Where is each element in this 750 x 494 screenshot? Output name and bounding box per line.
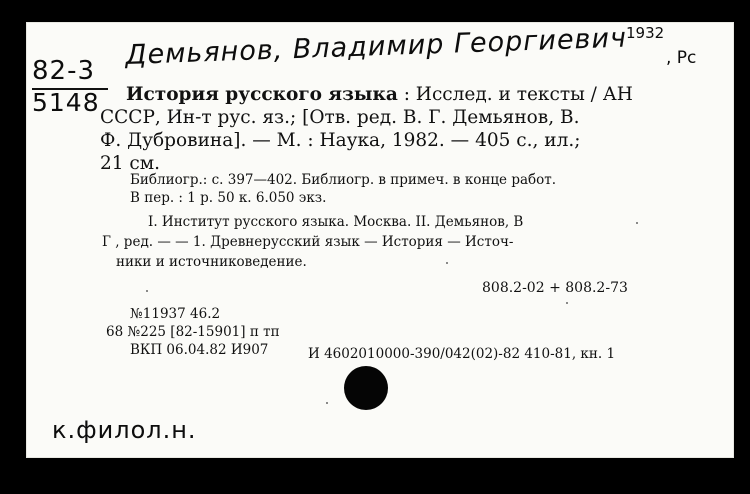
classification-codes: 808.2-02 + 808.2-73 — [482, 280, 628, 296]
publication-line-3: Ф. Дубровина]. — М. : Наука, 1982. — 405 с., ил.; — [100, 130, 581, 151]
vkp-line: ВКП 06.04.82 И907 — [130, 342, 269, 358]
scan-speck — [566, 302, 568, 304]
department-handwritten: к.филол.н. — [52, 416, 197, 444]
author-birth-year: 1932 — [626, 24, 665, 42]
tracing-line-3: ники и источниковедение. — [116, 254, 307, 270]
record-number: 68 №225 [82-15901] п тп — [106, 324, 280, 340]
publication-line-2: СССР, Ин-т рус. яз.; [Отв. ред. В. Г. Демьянов, В. — [100, 107, 580, 128]
title-line — [126, 84, 633, 105]
dimensions-line: 21 см. — [100, 153, 161, 174]
catalog-card — [26, 22, 734, 458]
tracing-line-2: Г , ред. — — 1. Древнерусский язык — История — Источ- — [102, 234, 514, 250]
bibliography-note: Библиогр.: с. 397—402. Библиогр. в примеч. в конце работ. — [130, 172, 557, 188]
author-tail: , Рс — [666, 48, 697, 68]
scan-speck — [636, 222, 638, 224]
order-number: №11937 46.2 — [130, 306, 221, 322]
author-handwritten: Демьянов, Владимир Георгиевич — [124, 22, 628, 72]
title-remainder: : Исслед. и тексты / АН — [397, 84, 633, 105]
call-number-bottom: 5148 — [32, 88, 100, 117]
scan-speck — [446, 262, 448, 264]
tracing-line-1: I. Институт русского языка. Москва. II. Демьянов, В — [148, 214, 524, 230]
price-copies-note: В пер. : 1 р. 50 к. 6.050 экз. — [130, 190, 327, 206]
call-number-top: 82-3 — [32, 56, 96, 86]
isbn-line: И 4602010000-390/042(02)-82 410-81, кн. 1 — [308, 346, 616, 362]
punch-hole — [344, 366, 388, 410]
book-title: История русского языка — [126, 84, 398, 105]
scan-speck — [326, 402, 328, 404]
scan-speck — [146, 290, 148, 292]
